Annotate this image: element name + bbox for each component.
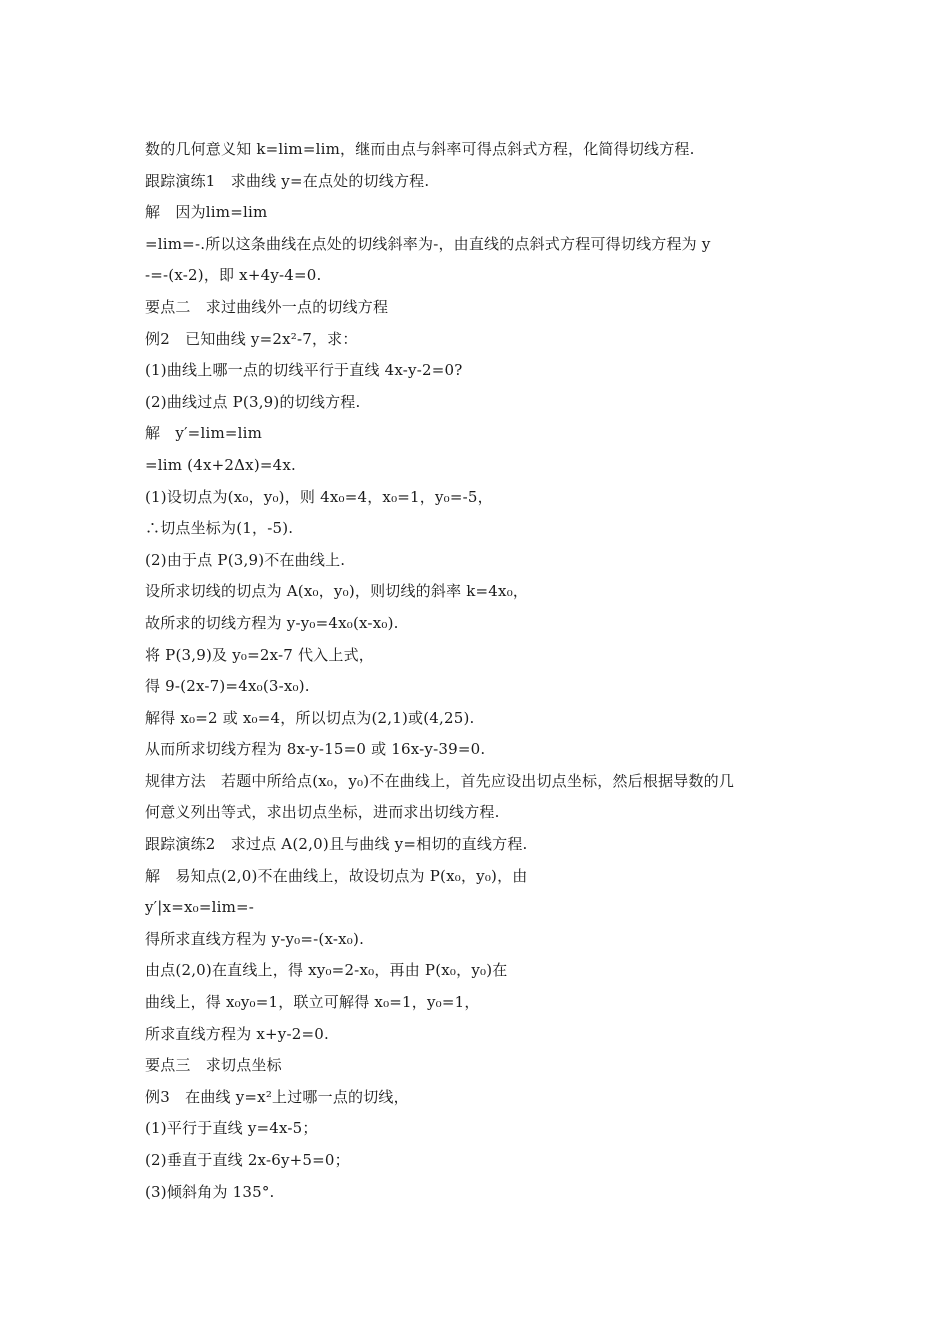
text-line: ∴切点坐标为(1，-5).: [145, 519, 294, 538]
example-heading: 例3 在曲线 y=x²上过哪一点的切线，: [145, 1087, 409, 1106]
exercise-heading: 跟踪演练2 求过点 A(2,0)且与曲线 y=相切的直线方程.: [145, 835, 528, 854]
method-note: 何意义列出等式，求出切点坐标，进而求出切线方程.: [145, 803, 500, 822]
text-line: 曲线上，得 x₀y₀=1，联立可解得 x₀=1，y₀=1，: [145, 993, 480, 1012]
text-line: (1)曲线上哪一点的切线平行于直线 4x-y-2=0?: [145, 361, 463, 380]
text-line: 解得 x₀=2 或 x₀=4，所以切点为(2,1)或(4,25).: [145, 708, 475, 727]
text-line: (1)设切点为(x₀，y₀)，则 4x₀=4，x₀=1，y₀=-5，: [145, 487, 493, 506]
document-body: [145, 134, 825, 1208]
text-line: (2)垂直于直线 2x-6y+5=0；: [145, 1151, 350, 1169]
section-heading: 要点二 求过曲线外一点的切线方程: [145, 297, 389, 316]
text-line: (2)由于点 P(3,9)不在曲线上.: [145, 550, 346, 569]
text-line: 所求直线方程为 x+y-2=0.: [145, 1024, 329, 1043]
text-line: 数的几何意义知 k=lim=lim，继而由点与斜率可得点斜式方程，化简得切线方程.: [145, 140, 695, 158]
text-line: 将 P(3,9)及 y₀=2x-7 代入上式，: [145, 645, 374, 664]
text-line: 故所求的切线方程为 y-y₀=4x₀(x-x₀).: [145, 613, 399, 632]
text-line: (2)曲线过点 P(3,9)的切线方程.: [145, 392, 361, 411]
text-line: 解 易知点(2,0)不在曲线上，故设切点为 P(x₀，y₀)，由: [145, 866, 528, 885]
text-line: 解 因为lim=lim: [145, 203, 268, 222]
text-line: 解 y′=lim=lim: [145, 424, 263, 443]
method-note: 规律方法 若题中所给点(x₀，y₀)不在曲线上，首先应设出切点坐标，然后根据导数的几: [145, 771, 735, 790]
text-line: 得所求直线方程为 y-y₀=-(x-x₀).: [145, 929, 365, 948]
text-line: 设所求切线的切点为 A(x₀，y₀)，则切线的斜率 k=4x₀，: [145, 582, 529, 601]
text-line: (1)平行于直线 y=4x-5；: [145, 1119, 318, 1138]
example-heading: 例2 已知曲线 y=2x²-7，求：: [145, 329, 358, 348]
text-line: 得 9-(2x-7)=4x₀(3-x₀).: [145, 677, 310, 696]
text-line: 由点(2,0)在直线上，得 xy₀=2-x₀，再由 P(x₀，y₀)在: [145, 961, 508, 980]
text-line: =lim (4x+2Δx)=4x.: [145, 455, 297, 474]
text-line: y′|x=x₀=lim=-: [145, 898, 255, 917]
text-line: 从而所求切线方程为 8x-y-15=0 或 16x-y-39=0.: [145, 740, 486, 759]
text-line: -=-(x-2)，即 x+4y-4=0.: [145, 266, 322, 285]
section-heading: 要点三 求切点坐标: [145, 1056, 282, 1075]
text-line: 跟踪演练1 求曲线 y=在点处的切线方程.: [145, 171, 430, 190]
text-line: =lim=-.所以这条曲线在点处的切线斜率为-，由直线的点斜式方程可得切线方程为 y: [145, 234, 711, 253]
text-line: (3)倾斜角为 135°.: [145, 1182, 275, 1201]
